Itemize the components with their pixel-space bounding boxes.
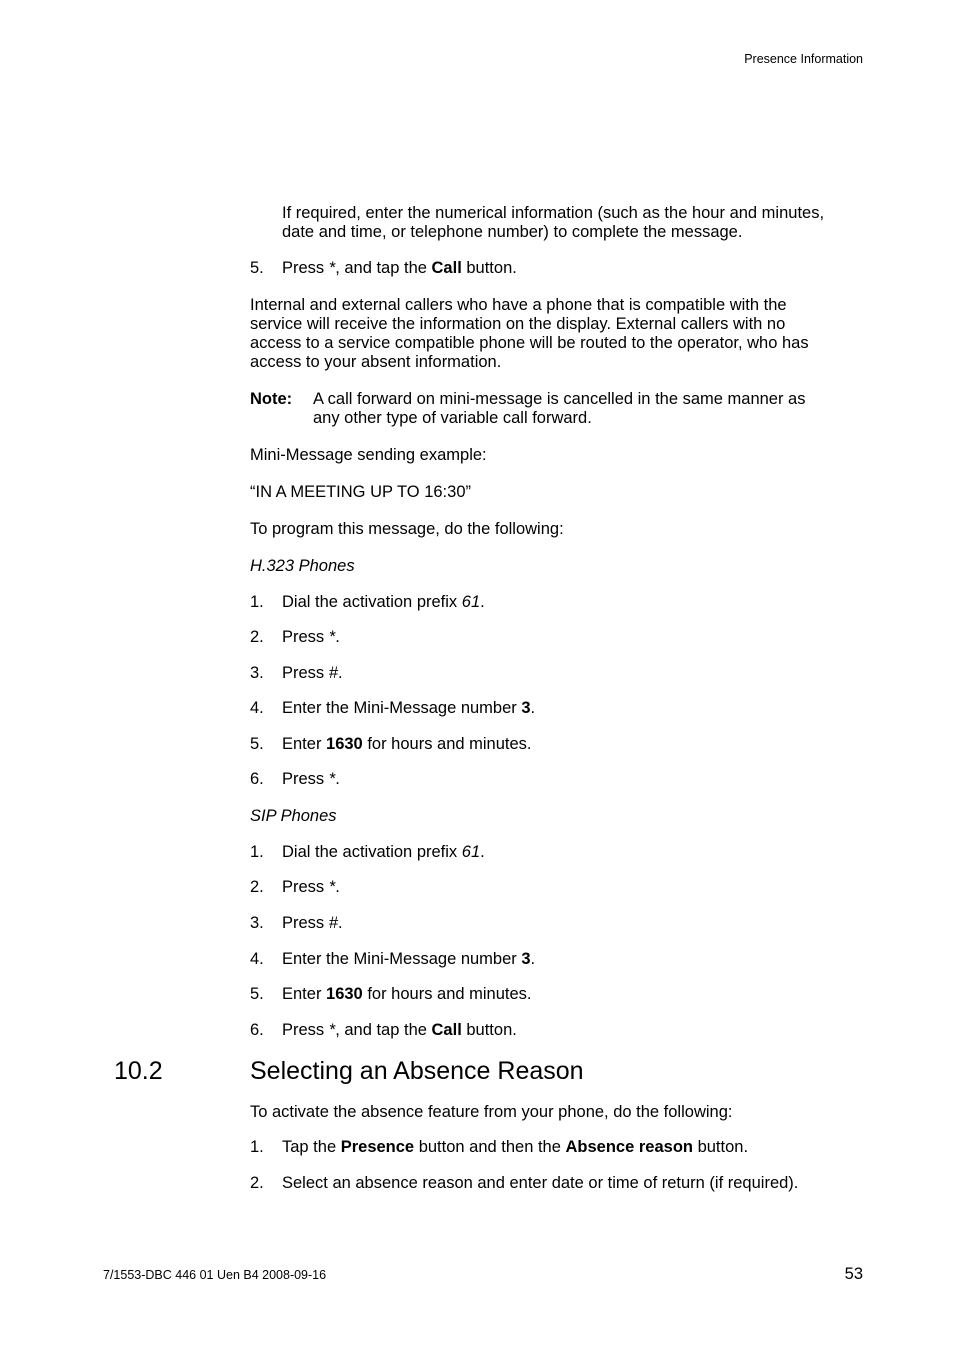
step-text: Tap the Presence button and then the Absence reason button.	[282, 1138, 749, 1156]
callers-paragraph-line-1: Internal and external callers who have a phone that is compatible with the	[250, 296, 787, 314]
step-number: 1.	[250, 843, 264, 861]
example-text: “IN A MEETING UP TO 16:30”	[250, 483, 471, 501]
step-text: Select an absence reason and enter date or time of return (if required).	[282, 1174, 799, 1192]
page-number: 53	[844, 1265, 863, 1283]
callers-paragraph-line-3: access to a service compatible phone will be routed to the operator, who has	[250, 334, 809, 352]
section-intro: To activate the absence feature from your phone, do the following:	[250, 1103, 733, 1121]
step-number: 3.	[250, 664, 264, 682]
step-text: Press *.	[282, 628, 340, 646]
step-number: 5.	[250, 735, 264, 753]
step-text: Enter the Mini-Message number 3.	[282, 699, 536, 717]
step-number: 2.	[250, 878, 264, 896]
intro-line-2: date and time, or telephone number) to complete the message.	[282, 223, 743, 241]
example-intro: Mini-Message sending example:	[250, 446, 487, 464]
callers-paragraph-line-4: access to your absent information.	[250, 353, 502, 371]
step-number: 6.	[250, 770, 264, 788]
document-id: 7/1553-DBC 446 01 Uen B4 2008-09-16	[103, 1268, 327, 1282]
step-text: Press *.	[282, 878, 340, 896]
section-number: 10.2	[114, 1057, 163, 1085]
running-header: Presence Information	[744, 52, 863, 66]
step-number: 1.	[250, 593, 264, 611]
step-number: 6.	[250, 1021, 264, 1039]
step-text: Enter 1630 for hours and minutes.	[282, 985, 532, 1003]
note-label: Note:	[250, 390, 293, 408]
note-line-2: any other type of variable call forward.	[313, 409, 592, 427]
step-number: 5.	[250, 985, 264, 1003]
step-number: 3.	[250, 914, 264, 932]
step-text: Press *, and tap the Call button.	[282, 1021, 517, 1039]
h323-heading: H.323 Phones	[250, 557, 355, 575]
step-text: Enter the Mini-Message number 3.	[282, 950, 536, 968]
step-text: Press #.	[282, 914, 343, 932]
step-number: 4.	[250, 699, 264, 717]
step-number: 1.	[250, 1138, 264, 1156]
step-number: 2.	[250, 1174, 264, 1192]
step-text: Press *.	[282, 770, 340, 788]
step-text: Press *, and tap the Call button.	[282, 259, 517, 277]
step-number: 5.	[250, 259, 264, 277]
step-text: Dial the activation prefix 61.	[282, 843, 485, 861]
intro-line-1: If required, enter the numerical information (such as the hour and minutes,	[282, 204, 825, 222]
step-text: Dial the activation prefix 61.	[282, 593, 485, 611]
program-intro: To program this message, do the following:	[250, 520, 564, 538]
step-text: Press #.	[282, 664, 343, 682]
sip-heading: SIP Phones	[250, 807, 337, 825]
section-title: Selecting an Absence Reason	[250, 1057, 584, 1085]
step-text: Enter 1630 for hours and minutes.	[282, 735, 532, 753]
callers-paragraph-line-2: service will receive the information on the display. External callers with no	[250, 315, 786, 333]
step-number: 4.	[250, 950, 264, 968]
note-line-1: A call forward on mini-message is cancelled in the same manner as	[313, 390, 806, 408]
step-number: 2.	[250, 628, 264, 646]
